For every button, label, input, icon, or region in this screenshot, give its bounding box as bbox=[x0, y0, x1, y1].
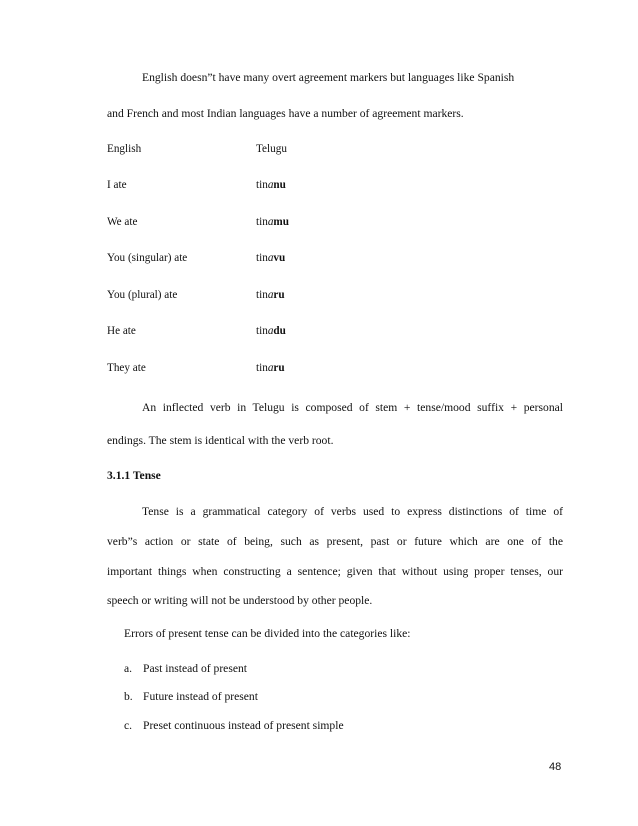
list-item bbox=[124, 662, 247, 675]
paragraph3-line4: speech or writing will not be understood by other people. bbox=[107, 594, 373, 607]
list-marker: a. bbox=[124, 662, 133, 675]
table-header-english: English bbox=[107, 143, 142, 155]
list-marker: c. bbox=[124, 719, 133, 732]
list-item-text: Preset continuous instead of present simple bbox=[143, 719, 344, 732]
paragraph1-line1: English doesn”t have many overt agreement markers but languages like Spanish bbox=[142, 71, 515, 84]
table-row-telugu: tinavu bbox=[256, 252, 286, 264]
errors-intro: Errors of present tense can be divided into the categories like: bbox=[124, 627, 411, 640]
table-row-telugu: tinanu bbox=[256, 179, 286, 191]
list-item bbox=[124, 690, 258, 703]
table-row-english: You (plural) ate bbox=[107, 289, 178, 301]
paragraph1-line2: and French and most Indian languages have a number of agreement markers. bbox=[107, 107, 464, 120]
table-row-telugu: tinaru bbox=[256, 289, 285, 301]
table-row-english: We ate bbox=[107, 216, 138, 228]
paragraph3-line3: important things when constructing a sentence; given that without using proper tenses, our bbox=[107, 565, 563, 578]
table-row-english: I ate bbox=[107, 179, 127, 191]
table-row-english: You (singular) ate bbox=[107, 252, 188, 264]
table-row-english: They ate bbox=[107, 362, 146, 374]
paragraph3-line2: verb”s action or state of being, such as present, past or future which are one of the bbox=[107, 535, 563, 548]
paragraph2-line2: endings. The stem is identical with the verb root. bbox=[107, 434, 334, 447]
list-item bbox=[124, 719, 344, 732]
table-row-english: He ate bbox=[107, 325, 136, 337]
section-heading: 3.1.1 Tense bbox=[107, 469, 161, 482]
table-row-telugu: tinaru bbox=[256, 362, 285, 374]
page-number: 48 bbox=[549, 761, 562, 773]
list-item-text: Future instead of present bbox=[143, 690, 258, 703]
paragraph3-line1: Tense is a grammatical category of verbs used to express distinctions of time of bbox=[142, 505, 563, 518]
table-row-telugu: tinamu bbox=[256, 216, 289, 228]
table-header-telugu: Telugu bbox=[256, 143, 287, 155]
table-row-telugu: tinadu bbox=[256, 325, 286, 337]
paragraph2-line1: An inflected verb in Telugu is composed of stem + tense/mood suffix + personal bbox=[142, 401, 563, 414]
list-marker: b. bbox=[124, 690, 133, 703]
list-item-text: Past instead of present bbox=[143, 662, 247, 675]
